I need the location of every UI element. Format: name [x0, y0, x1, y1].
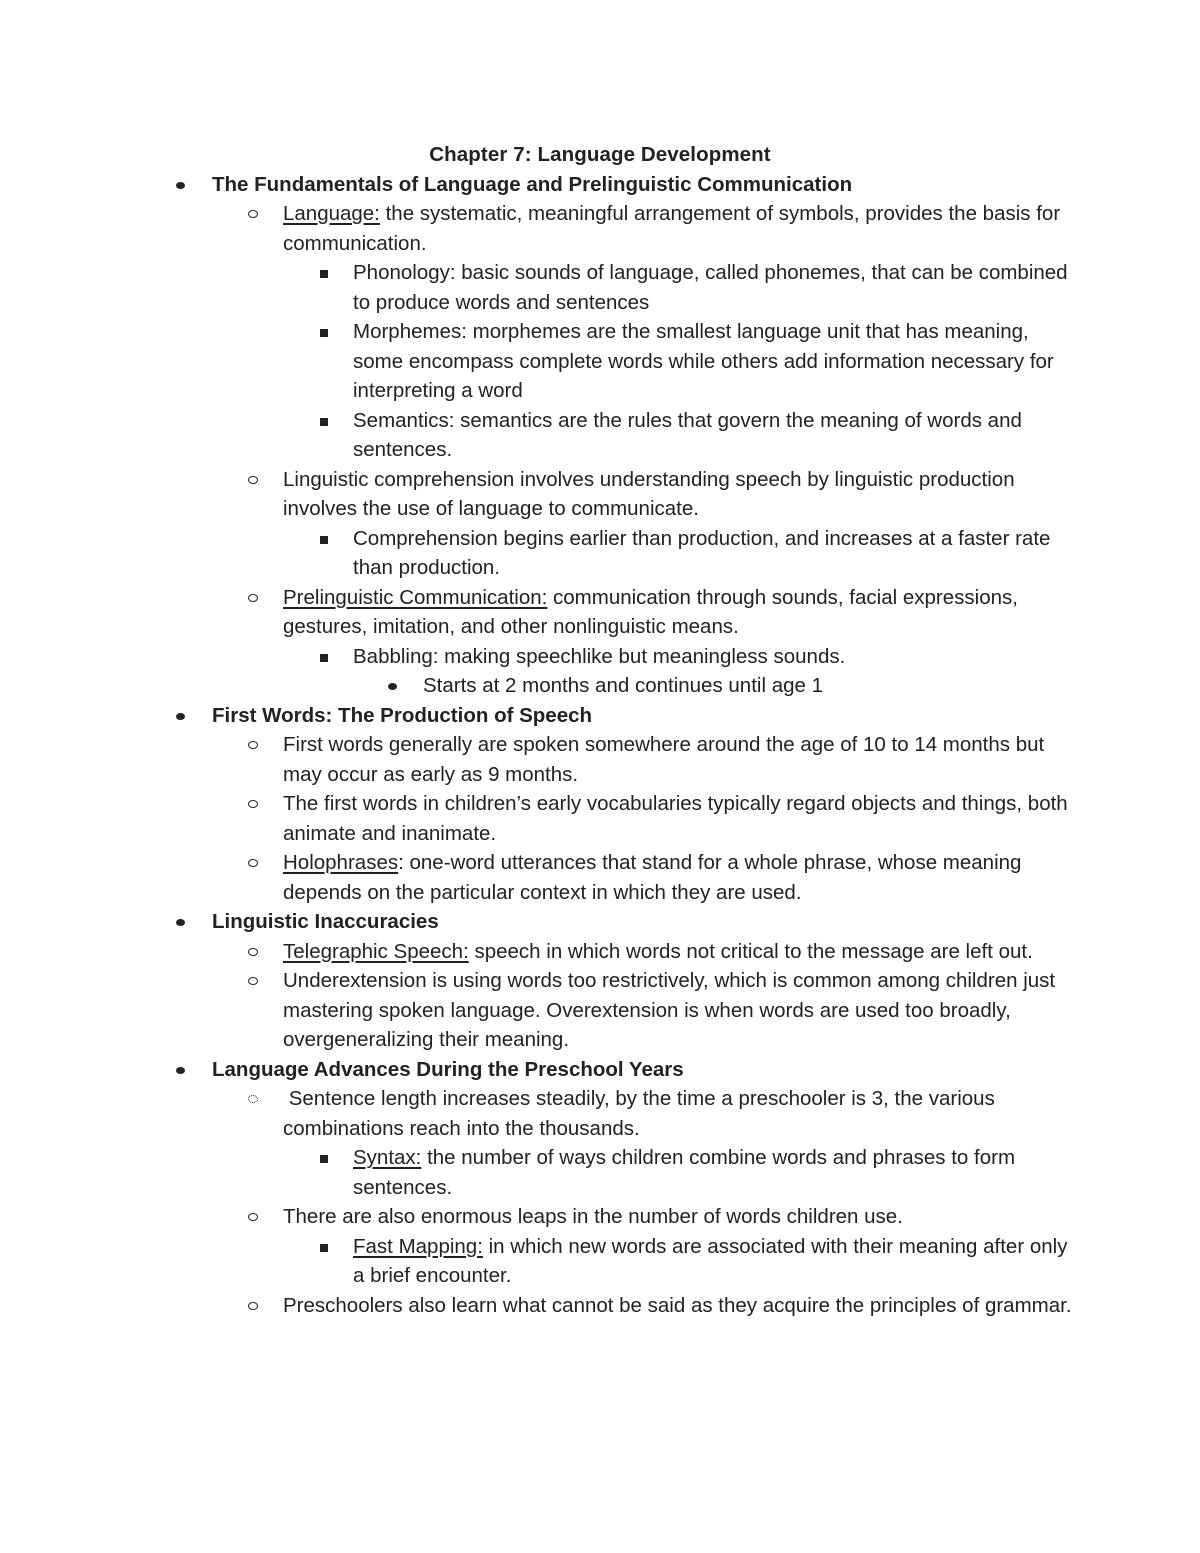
list-item: [0, 199, 1200, 258]
definition-text: communication through sounds, facial expressions, gestures, imitation, and other nonlinguistic means.: [283, 585, 1018, 638]
definition-text: speech in which words not critical to the message are left out.: [468, 939, 1033, 963]
list-item: Semantics: semantics are the rules that govern the meaning of words and sentences.: [0, 406, 1200, 465]
list-item: Linguistic comprehension involves understanding speech by linguistic production involves the use of language to communicate.: [0, 465, 1200, 524]
definition-text: in which new words are associated with their meaning after only a brief encounter.: [353, 1234, 1068, 1287]
list-item: [0, 583, 1200, 642]
list-item: Comprehension begins earlier than production, and increases at a faster rate than production.: [0, 524, 1200, 583]
definition-text: : one-word utterances that stand for a whole phrase, whose meaning depends on the particular context in which they are used.: [283, 851, 1022, 904]
term-label: Holophrases: [283, 851, 399, 874]
list-item: First words generally are spoken somewhere around the age of 10 to 14 months but may occur as early as 9 months.: [0, 730, 1200, 789]
page-title: Chapter 7: Language Development: [429, 143, 771, 166]
term-label: Language:: [283, 202, 380, 225]
term-label: Prelinguistic Communication:: [283, 585, 548, 609]
list-item: Starts at 2 months and continues until age 1: [0, 671, 1200, 701]
list-item: Underextension is using words too restrictively, which is common among children just mastering spoken language. Overextension is when words are used too broadly, overgeneralizing their meaning.: [0, 966, 1200, 1055]
list-item: [0, 848, 1200, 907]
list-item: There are also enormous leaps in the number of words children use.: [0, 1202, 1200, 1232]
outline-list: [0, 170, 1200, 1321]
list-item: Preschoolers also learn what cannot be said as they acquire the principles of grammar.: [0, 1291, 1200, 1321]
list-item: [0, 1232, 1200, 1291]
list-item: Phonology: basic sounds of language, called phonemes, that can be combined to produce words and sentences: [0, 258, 1200, 317]
definition-text: the systematic, meaningful arrangement of symbols, provides the basis for communication.: [283, 202, 1061, 255]
list-item: The first words in children’s early vocabularies typically regard objects and things, both animate and inanimate.: [0, 789, 1200, 848]
term-label: Fast Mapping:: [353, 1234, 483, 1258]
section-heading: Language Advances During the Preschool Years: [0, 1055, 1200, 1085]
term-label: Syntax:: [353, 1146, 422, 1169]
section-heading: First Words: The Production of Speech: [0, 701, 1200, 731]
section-heading: Linguistic Inaccuracies: [0, 907, 1200, 937]
list-item: [0, 1143, 1200, 1202]
list-item: Babbling: making speechlike but meaningless sounds.: [0, 642, 1200, 672]
list-item: [0, 937, 1200, 967]
list-item: Sentence length increases steadily, by the time a preschooler is 3, the various combinations reach into the thousands.: [0, 1084, 1200, 1143]
section-heading: The Fundamentals of Language and Prelinguistic Communication: [0, 170, 1200, 200]
list-item: Morphemes: morphemes are the smallest language unit that has meaning, some encompass complete words while others add information necessary for interpreting a word: [0, 317, 1200, 406]
definition-text: the number of ways children combine words and phrases to form sentences.: [353, 1146, 1016, 1199]
term-label: Telegraphic Speech:: [283, 939, 469, 963]
